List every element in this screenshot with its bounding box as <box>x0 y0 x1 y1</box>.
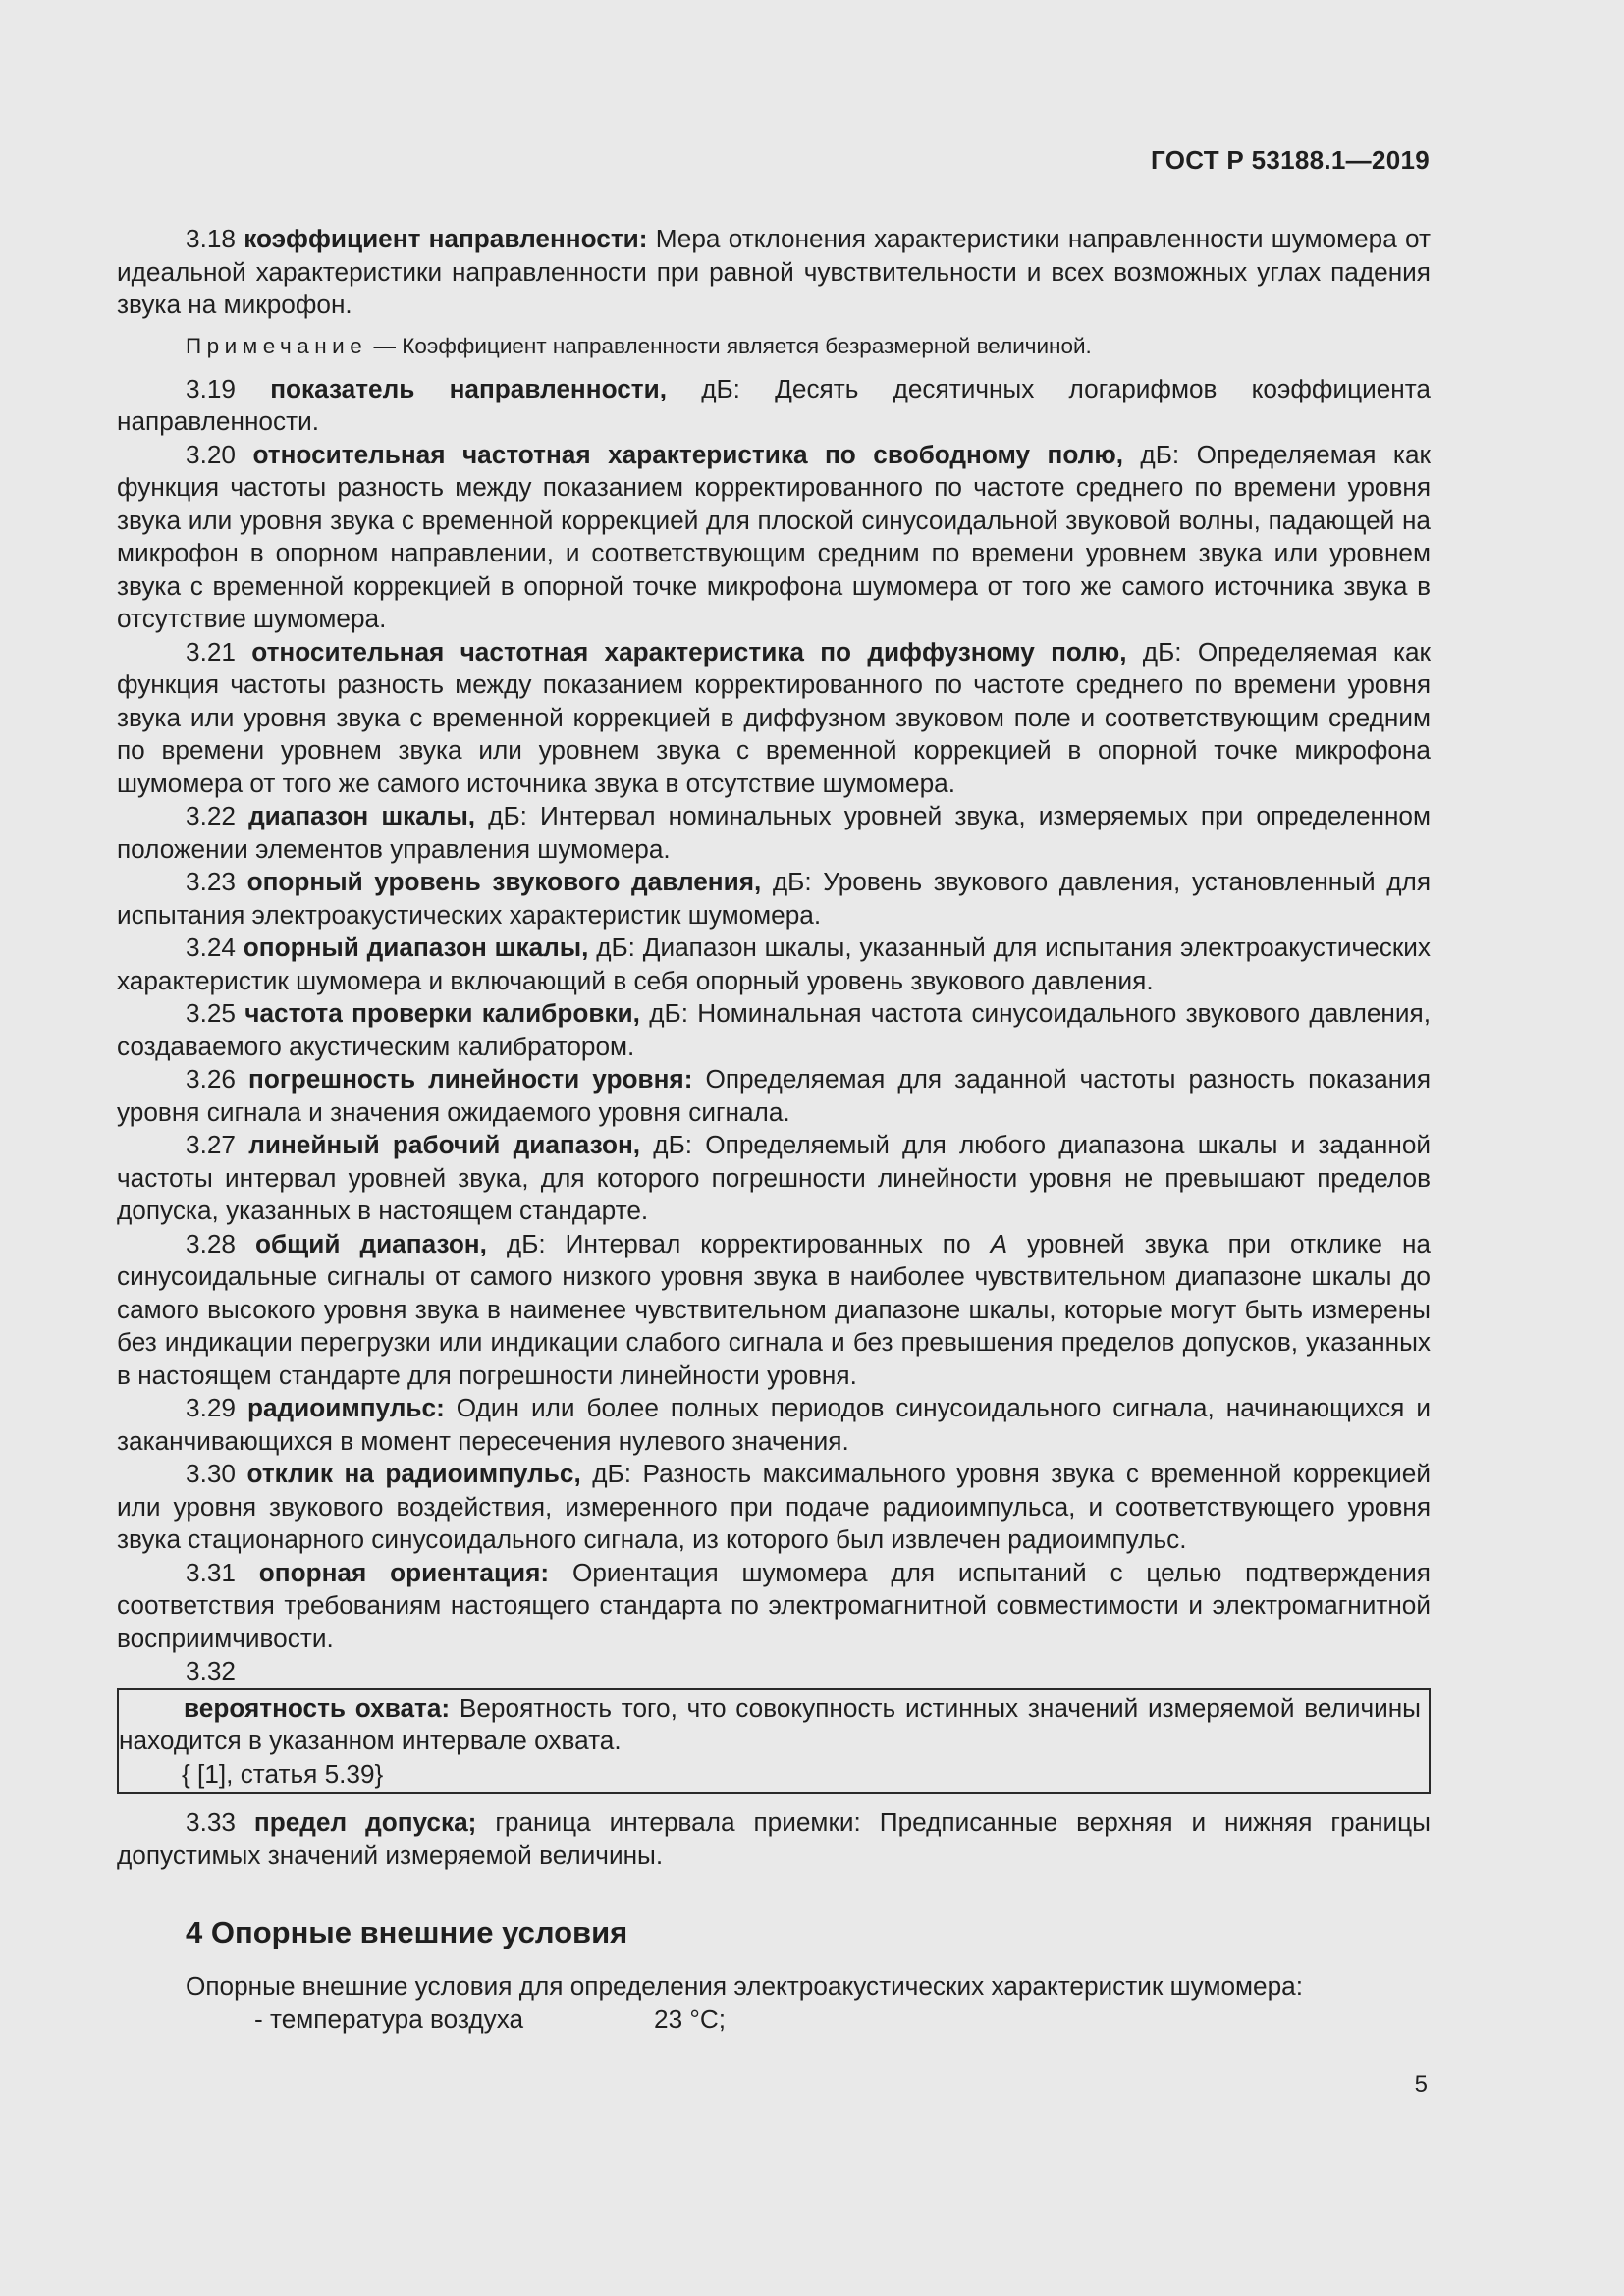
document-body <box>117 223 1431 2036</box>
clause-3-18: 3.18 коэффициент направленности: Мера отклонения характеристики направленности шумомера от идеальной характеристики направленности при равной чувствительности и всех возможных углах падения звука на микрофон. <box>117 224 1431 319</box>
term: вероятность охвата: <box>184 1692 451 1723</box>
clause-3-22: 3.22 диапазон шкалы, дБ: Интервал номинальных уровней звука, измеряемых при определенном положении элементов управления шумомера. <box>117 801 1432 864</box>
clause-3-26: 3.26 погрешность линейности уровня: Определяемая для заданной частоты разность показания уровня сигнала и значения ожидаемого уровня сигнала. <box>117 1064 1431 1127</box>
clause-3-28: 3.28 общий диапазон, дБ: Интервал корректированных по А уровней звука при отклике на синусоидальные сигналы от самого низкого уровня звука в наиболее чувствительном диапазоне шкалы до самого высокого уровня звука в наименее чувствительном диапазоне шкалы, которые могут быть измерены без индикации перегрузки или индикации слабого сигнала и без превышения пределов допусков, указанных в настоящем стандарте для погрешности линейности уровня. <box>117 1228 1431 1390</box>
clause-3-20: 3.20 относительная частотная характеристика по свободному полю, дБ: Определяемая как функция частоты разность между показанием корректированного по частоте среднего по времени уровня звука или уровня звука с временной коррекцией для плоской синусоидальной звуковой волны, падающей на микрофон в опорном направлении, и соответствующим средним по времени уровнем звука или уровнем звука с временной коррекцией в опорной точке микрофона шумомера от того же самого источника звука в отсутствие шумомера. <box>117 439 1431 633</box>
definition-source: { [1], статья 5.39} <box>182 1758 384 1789</box>
clause-3-29: 3.29 радиоимпульс: Один или более полных периодов синусоидального сигнала, начинающихся и заканчивающихся в момент пересечения нулевого значения. <box>117 1393 1431 1456</box>
term: относительная частотная характеристика по свободному полю, <box>252 439 1123 469</box>
boxed-definition <box>117 1688 1431 1795</box>
clause-3-21: 3.21 относительная частотная характеристика по диффузному полю, дБ: Определяемая как функция частоты разность между показанием корректированного по частоте среднего по времени уровня звука или уровня звука с временной коррекцией в диффузном звуковом поле и соответствующим средним по времени уровнем звука или уровнем звука с временной коррекцией в опорной точке микрофона шумомера от того же самого источника звука в отсутствие шумомера. <box>117 636 1431 798</box>
term: опорная ориентация: <box>258 1557 550 1587</box>
term: отклик на радиоимпульс, <box>246 1459 581 1488</box>
note <box>117 332 1431 361</box>
clause-3-24: 3.24 опорный диапазон шкалы, дБ: Диапазон шкалы, указанный для испытания электроакустических характеристик шумомера и включающий в себя опорный уровень звукового давления. <box>117 933 1432 995</box>
note-label: Примечание <box>186 333 368 358</box>
clause-3-31: 3.31 опорная ориентация: Ориентация шумомера для испытаний с целью подтверждения соответствия требованиям настоящего стандарта по электромагнитной совместимости и электромагнитной восприимчивости. <box>117 1557 1431 1653</box>
clause-3-27: 3.27 линейный рабочий диапазон, дБ: Определяемый для любого диапазона шкалы и заданной частоты интервал уровней звука, для которого погрешности линейности уровня не превышают пределов допуска, указанных в настоящем стандарте. <box>117 1130 1432 1225</box>
term: предел допуска; <box>253 1807 477 1837</box>
clause-3-25: 3.25 частота проверки калибровки, дБ: Номинальная частота синусоидального звукового давления, создаваемого акустическим калибратором. <box>117 998 1431 1061</box>
clause-3-33: 3.33 предел допуска; граница интервала приемки: Предписанные верхняя и нижняя границы допустимых значений измеряемой величины. <box>117 1807 1431 1870</box>
term: относительная частотная характеристика по диффузному полю, <box>251 636 1127 667</box>
note-text: — Коэффициент направленности является безразмерной величиной. <box>367 333 1092 358</box>
page-number: 5 <box>1414 2071 1428 2098</box>
clause-3-30: 3.30 отклик на радиоимпульс, дБ: Разность максимального уровня звука с временной коррекцией или уровня звукового воздействия, измеренного при подаче радиоимпульса, и соответствующего уровня звука стационарного синусоидального сигнала, из которого был извлечен радиоимпульс. <box>117 1459 1431 1554</box>
clause-3-19: 3.19 показатель направленности, дБ: Десять десятичных логарифмов коэффициента направленности. <box>117 373 1431 436</box>
term: частота проверки калибровки, <box>244 998 640 1028</box>
document-number: ГОСТ Р 53188.1—2019 <box>1151 145 1430 175</box>
condition-label: - температура воздуха <box>254 2003 524 2034</box>
term: общий диапазон, <box>254 1228 487 1258</box>
term: линейный рабочий диапазон, <box>248 1130 641 1159</box>
term: показатель направленности, <box>270 373 667 403</box>
clause-3-32: вероятность охвата: Вероятность того, что совокупность истинных значений измеряемой величины находится в указанном интервале охвата. <box>119 1692 1422 1755</box>
term: опорный диапазон шкалы, <box>243 933 589 962</box>
clause-3-23: 3.23 опорный уровень звукового давления, дБ: Уровень звукового давления, установленный для испытания электроакустических характеристик шумомера. <box>117 867 1431 930</box>
section-heading: 4 Опорные внешние условия <box>186 1915 628 1949</box>
term: радиоимпульс: <box>246 1393 445 1422</box>
term: погрешность линейности уровня: <box>248 1064 693 1094</box>
condition-row <box>117 2003 1431 2037</box>
term: диапазон шкалы, <box>248 801 476 830</box>
clause-3-32-number: 3.32 <box>186 1656 236 1685</box>
term: опорный уровень звукового давления, <box>246 867 762 896</box>
condition-value: 23 °C; <box>654 2003 727 2034</box>
term: коэффициент направленности: <box>244 224 648 253</box>
section-intro: Опорные внешние условия для определения электроакустических характеристик шумомера: <box>186 1971 1303 2001</box>
